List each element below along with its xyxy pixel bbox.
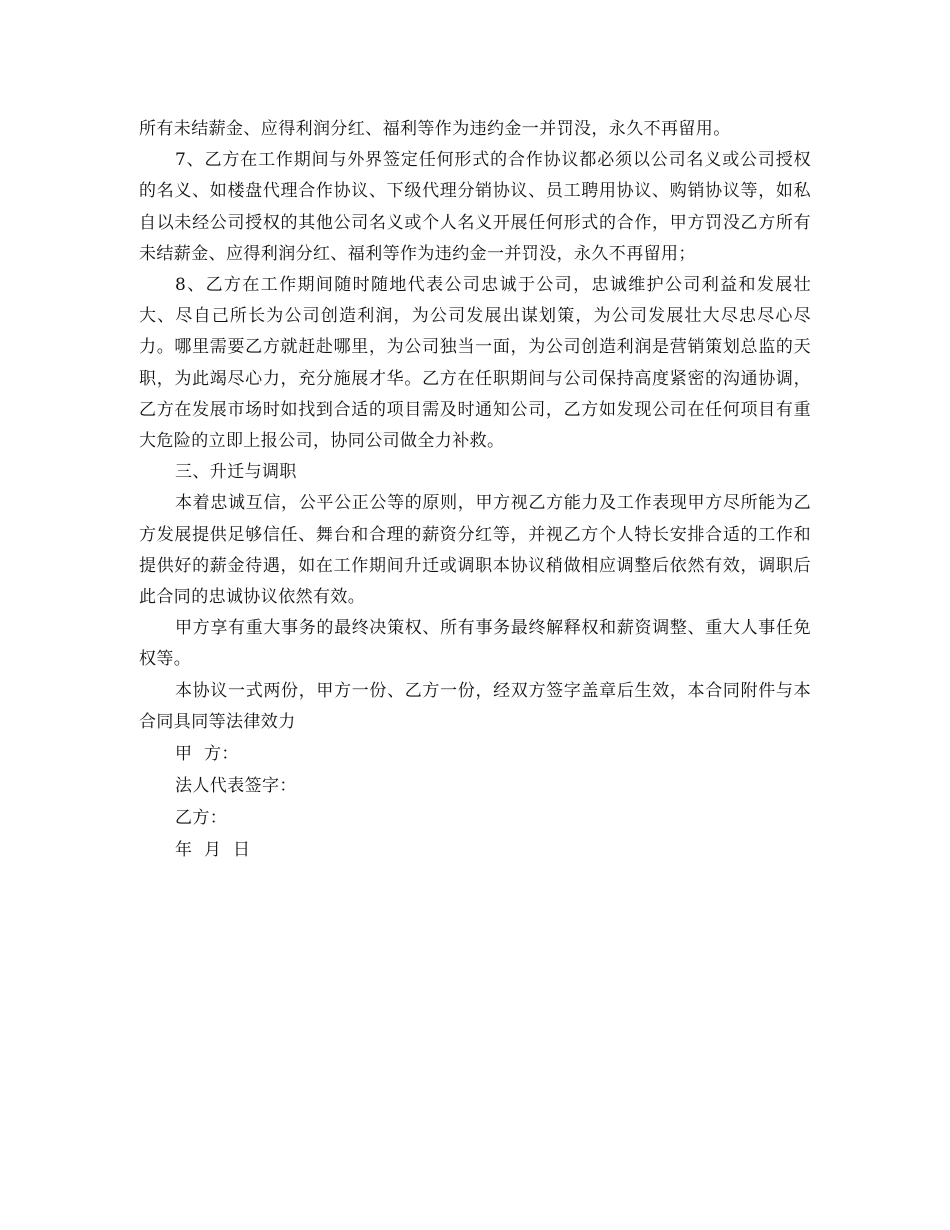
section-heading-promotion: 三、升迁与调职	[175, 462, 297, 483]
party-b-label: 乙方：	[175, 808, 228, 829]
party-a-label: 甲 方：	[175, 744, 239, 765]
copies-paragraph: 本协议一式两份，甲方一份、乙方一份，经双方签字盖章后生效，本合同附件与本合同具同等法律效力	[139, 680, 811, 732]
clause-8: 8、乙方在工作期间随时随地代表公司忠诚于公司，忠诚维护公司利益和发展壮大、尽自己所长为公司创造利润，为公司发展出谋划策，为公司发展壮大尽忠尽心尽力。哪里需要乙方就赶赴哪里，为公司独当一面，为公司创造利润是营销策划总监的天职，为此竭尽心力，充分施展才华。乙方在任职期间与公司保持高度紧密的沟通协调，乙方在发展市场时如找到合适的项目需及时通知公司，乙方如发现公司在任何项目有重大危险的立即上报公司，协同公司做全力补救。	[139, 275, 811, 452]
document-body	[139, 114, 811, 866]
date-label: 年 月 日	[175, 840, 251, 861]
promotion-paragraph: 本着忠诚互信，公平公正公等的原则，甲方视乙方能力及工作表现甲方尽所能为乙方发展提供足够信任、舞台和合理的薪资分红等，并视乙方个人特长安排合适的工作和提供好的薪金待遇，如在工作期间升迁或调职本协议稍做相应调整后依然有效，调职后此合同的忠诚协议依然有效。	[139, 493, 811, 608]
decision-rights-paragraph: 甲方享有重大事务的最终决策权、所有事务最终解释权和薪资调整、重大人事任免权等。	[139, 618, 811, 670]
paragraph-continuation: 所有未结薪金、应得利润分红、福利等作为违约金一并罚没，永久不再留用。	[139, 119, 731, 139]
clause-7: 7、乙方在工作期间与外界签定任何形式的合作协议都必须以公司名义或公司授权的名义、如楼盘代理合作协议、下级代理分销协议、员工聘用协议、购销协议等，如私自以未经公司授权的其他公司名义或个人名义开展任何形式的合作，甲方罚没乙方所有未结薪金、应得利润分红、福利等作为违约金一并罚没，永久不再留用；	[139, 150, 811, 264]
legal-rep-signature-label: 法人代表签字：	[175, 776, 297, 797]
